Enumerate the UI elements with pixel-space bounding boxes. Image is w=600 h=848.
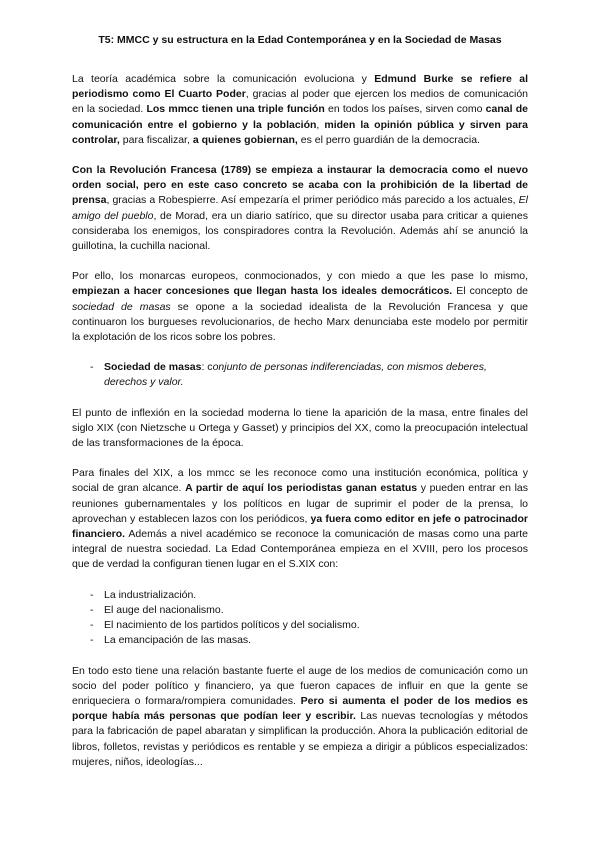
list-item: - La industrialización. — [72, 588, 528, 603]
text-run: Además a nivel académico se reconoce la comunicación de masas como una parte integral de nuestra sociedad. La Edad Contemporánea empieza en el XVIII, pero los procesos que de verdad la configuran tienen lugar en el S.XIX con: — [72, 528, 528, 571]
bold-run: A partir de aquí los periodistas ganan estatus — [185, 482, 418, 495]
bold-run: ya fuera como editor en jefe o patrocinador financiero. — [72, 512, 528, 541]
text-run: Para finales del XIX, a los mmcc se les reconoce como una institución económica, política y social de gran alcance. — [72, 467, 528, 495]
paragraph-revolucion-francesa — [72, 163, 528, 254]
bold-run: a quienes gobiernan, — [192, 133, 298, 146]
bold-run: empiezan a hacer concesiones que llegan hasta los ideales democráticos. — [72, 285, 453, 298]
bold-run: Con la Revolución Francesa (1789) se empieza a instaurar la democracia como el nuevo orden social, pero en este caso concreto se acaba con la prohibición de la libertad de prensa — [72, 164, 528, 207]
text-run: Las nuevas tecnologías y métodos para la fabricación de papel abaratan y simplifican la producción. Ahora la publicación editorial de libros, folletos, revistas y periódicos es rentable y se empieza a dirigir a públicos especializados: mujeres, niños, ideologías... — [72, 710, 528, 768]
text-run: , gracias a Robespierre. Así empezaría el primer periódico más parecido a los actuales, — [106, 194, 519, 207]
text-run: , gracias al poder que ejercen los medios de comunicación en la sociedad. — [72, 88, 528, 116]
italic-run: sociedad de masas — [72, 300, 171, 313]
document-page — [72, 34, 528, 785]
text-run: se opone a la sociedad idealista de la Revolución Francesa y que continuaron los burgueses revolucionarios, de hecho Marx denunciaba este modelo por permitir la explotación de los ricos sobre los pobres. — [72, 300, 528, 344]
text-run: es el perro guardián de la democracia. — [297, 133, 480, 146]
bold-run: Edmund Burke se refiere al periodismo como El Cuarto Poder — [72, 73, 528, 101]
text-run: Por ello, los monarcas europeos, conmocionados, y con miedo a que les pase lo mismo, — [72, 270, 528, 283]
bold-run: canal de comunicación entre el gobierno y la población — [72, 103, 528, 131]
bold-run: miden la opinión pública y sirven para controlar, — [72, 118, 528, 146]
text-run: , de Morad, era un diario satírico, que su director usaba para criticar a quienes consideraba los enemigos, los conspiradores contra la Revolución. Además ahí se anunció la guillotina, la cuchilla nacional. — [72, 209, 528, 253]
processes-list — [72, 588, 528, 649]
paragraph-auge-medios — [72, 664, 528, 770]
definition-list — [72, 360, 528, 390]
text-run: La teoría académica sobre la comunicación evoluciona y — [72, 73, 375, 85]
bold-run: Pero si aumenta el poder de los medios es porque había más personas que podían leer y escribir. — [72, 694, 528, 723]
text-run: En todo esto tiene una relación bastante fuerte el auge de los medios de comunicación como un socio del poder político y financiero, ya que fueron capaces de influir en que la gente se enriqueciera o formara/rompiera comunidades. — [72, 664, 528, 707]
list-item: - La emancipación de las masas. — [72, 633, 528, 648]
definition-term: Sociedad de masas — [104, 361, 202, 374]
bold-run: Los mmcc tienen una triple función — [146, 103, 325, 116]
paragraph-finales-xix — [72, 466, 528, 572]
text-run: para fiscalizar, — [119, 133, 193, 146]
paragraph-cuarto-poder — [72, 72, 528, 148]
definition-text: onjunto de personas indiferenciadas, con mismos deberes, derechos y valor. — [104, 361, 487, 389]
definition-item — [72, 360, 528, 390]
text-run: en todos los países, sirven como — [324, 103, 486, 116]
text-run: y pueden entrar en las reuniones gubernamentales y los políticos en lugar de suprimir el poder de la prensa, lo aprovechan y establecen lazos con los periódicos, — [72, 482, 528, 525]
paragraph-punto-inflexion: El punto de inflexión en la sociedad moderna lo tiene la aparición de la masa, entre finales del siglo XIX (con Nietzsche u Ortega y Gasset) y principios del XX, como la preocupación intelectual de las transformaciones de la época. — [72, 406, 528, 450]
text-run: , — [316, 118, 325, 131]
text-run: El concepto de — [452, 285, 528, 298]
text-run: : c — [201, 361, 213, 374]
paragraph-monarcas — [72, 269, 528, 345]
list-item: - El auge del nacionalismo. — [72, 603, 528, 618]
list-item: - El nacimiento de los partidos políticos y del socialismo. — [72, 618, 528, 633]
italic-run: El amigo del pueblo — [72, 194, 528, 222]
document-title: T5: MMCC y su estructura en la Edad Contemporánea y en la Sociedad de Masas — [98, 34, 502, 46]
